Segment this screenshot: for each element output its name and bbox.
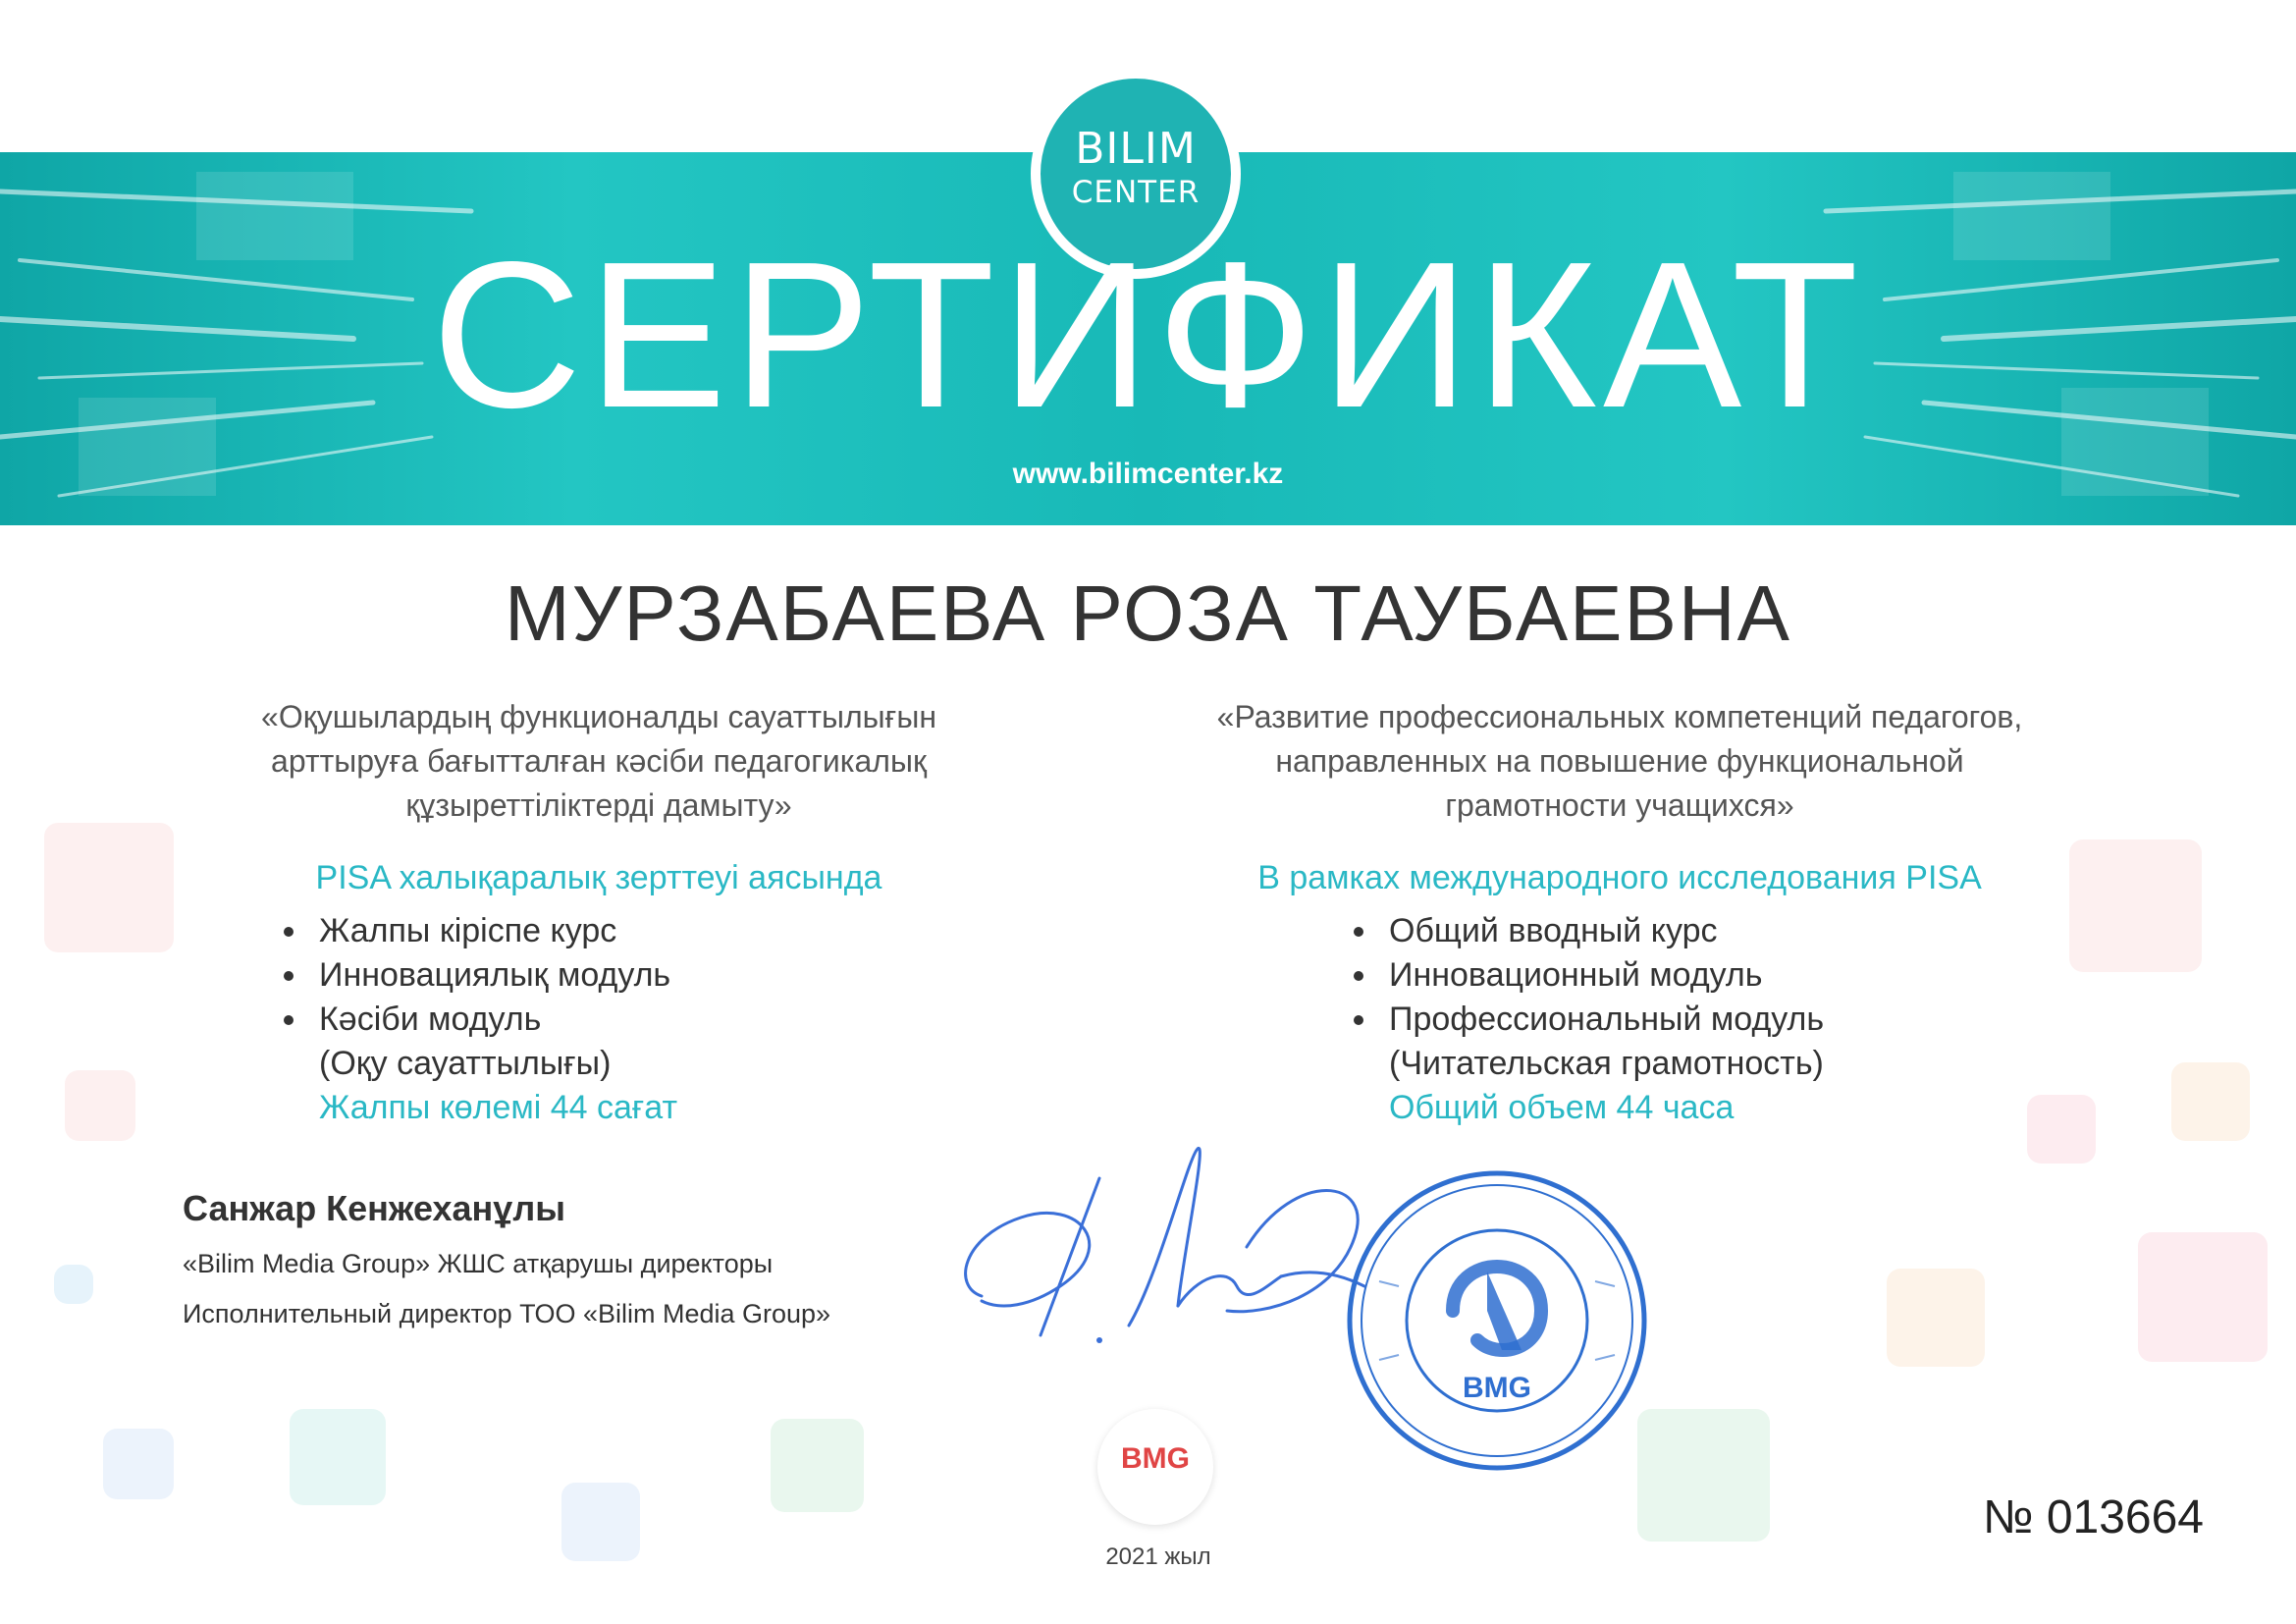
course-description-russian [1178,695,2061,1130]
quote-line: «Оқушылардың функционалды сауаттылығын [261,699,936,734]
course-description-kazakh [157,695,1041,1130]
quote-line: «Развитие профессиональных компетенций педагогов, [1216,699,2023,734]
quote-line: құзыреттіліктерді дамыту» [405,787,792,823]
logo-text-bilim: BILIM [1075,124,1197,174]
list-item [319,998,1041,1086]
signer-block [183,1188,830,1329]
module-subtitle: (Читательская грамотность) [1389,1045,1824,1082]
signer-role-russian: Исполнительный директор ТОО «Bilim Media Group» [183,1299,831,1328]
list-item-label: Кәсіби модуль [319,1001,542,1038]
decorative-video-icon [44,823,174,952]
decorative-play-icon [2171,1062,2250,1141]
website-url: www.bilimcenter.kz [1012,458,1284,490]
certificate-title: СЕРТИФИКАТ [431,218,1865,451]
decorative-diagram-icon [1887,1269,1985,1367]
pisa-subheading: PISA халықаралық зерттеуі аясында [315,859,882,896]
decorative-chart-icon [65,1070,135,1141]
total-hours: Жалпы көлемі 44 сағат [319,1089,678,1126]
handwritten-signature [942,1139,1394,1365]
total-hours: Общий объем 44 часа [1389,1089,1735,1126]
certificate-number: № 013664 [1983,1491,2204,1543]
list-item: Жалпы кіріспе курс [319,909,1041,953]
list-item: Инновациялық модуль [319,953,1041,998]
logo-text-center: CENTER [1071,175,1201,210]
stamp-logo-text: BMG [1463,1372,1531,1404]
list-item-label: Профессиональный модуль [1389,1001,1825,1038]
decorative-globe-icon [1637,1409,1770,1542]
decorative-calculator-icon [103,1429,174,1499]
signer-role-kazakh: «Bilim Media Group» ЖШС атқарушы директоры [183,1249,774,1278]
module-list [1178,909,2061,1086]
recipient-name: МУРЗАБАЕВА РОЗА ТАУБАЕВНА [504,569,1792,657]
decorative-shapes-icon [2138,1232,2268,1362]
decorative-film-icon [561,1483,640,1561]
pisa-subheading: В рамках международного исследования PISA [1257,859,1982,896]
course-title-quote [1178,695,2061,828]
list-item [1389,998,2061,1086]
signer-name: Санжар Кенжеханұлы [183,1188,565,1228]
quote-line: направленных на повышение функциональной [1275,743,1964,779]
list-item: Инновационный модуль [1389,953,2061,998]
module-list [157,909,1041,1086]
course-title-quote [157,695,1041,828]
decorative-home-icon [54,1265,93,1304]
module-subtitle: (Оқу сауаттылығы) [319,1045,612,1082]
list-item: Общий вводный курс [1389,909,2061,953]
bmg-logo-text: BMG [1121,1442,1190,1475]
decorative-weather-icon [771,1419,864,1512]
company-stamp [1340,1164,1654,1478]
decorative-science-icon [290,1409,386,1505]
issue-year: 2021 жыл [1105,1543,1211,1570]
decorative-book-icon [2069,839,2202,972]
quote-line: грамотности учащихся» [1445,787,1794,823]
quote-line: арттыруға бағытталған кәсіби педагогикалық [271,743,927,779]
bmg-logo [1097,1409,1213,1525]
